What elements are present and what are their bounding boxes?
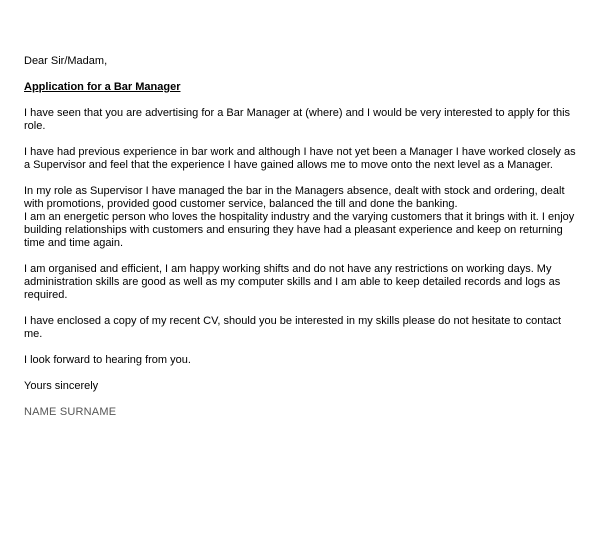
paragraph-supervisor-role: In my role as Supervisor I have managed the bar in the Managers absence, dealt with stock and ordering, dealt with promotions, provided good customer service, balanced the till and done the banking. I am an energetic person who loves the hospitality industry and the varying customers that it brings with it. I enjoy building relationships with customers and ensuring they have had a pleasant experience and keep on returning time and time again. [24, 185, 575, 249]
paragraph-intro: I have seen that you are advertising for a Bar Manager at (where) and I would be very interested to apply for this role. [24, 107, 571, 132]
signature-name: NAME SURNAME [24, 406, 117, 418]
paragraph-skills: I am organised and efficient, I am happy working shifts and do not have any restrictions on working days. My administration skills are good as well as my computer skills and I am able to keep detailed records and logs as required. [24, 263, 561, 301]
paragraph-experience: I have had previous experience in bar work and although I have not yet been a Manager I have worked closely as a Supervisor and feel that the experience I have gained allows me to move onto the next level as a Manager. [24, 146, 576, 171]
paragraph-sign-off: I look forward to hearing from you. [24, 354, 191, 366]
letter-subject: Application for a Bar Manager [24, 81, 181, 93]
closing: Yours sincerely [24, 380, 99, 392]
letter-document [24, 55, 576, 432]
paragraph-cv: I have enclosed a copy of my recent CV, should you be interested in my skills please do not hesitate to contact me. [24, 315, 562, 340]
salutation: Dear Sir/Madam, [24, 55, 108, 67]
